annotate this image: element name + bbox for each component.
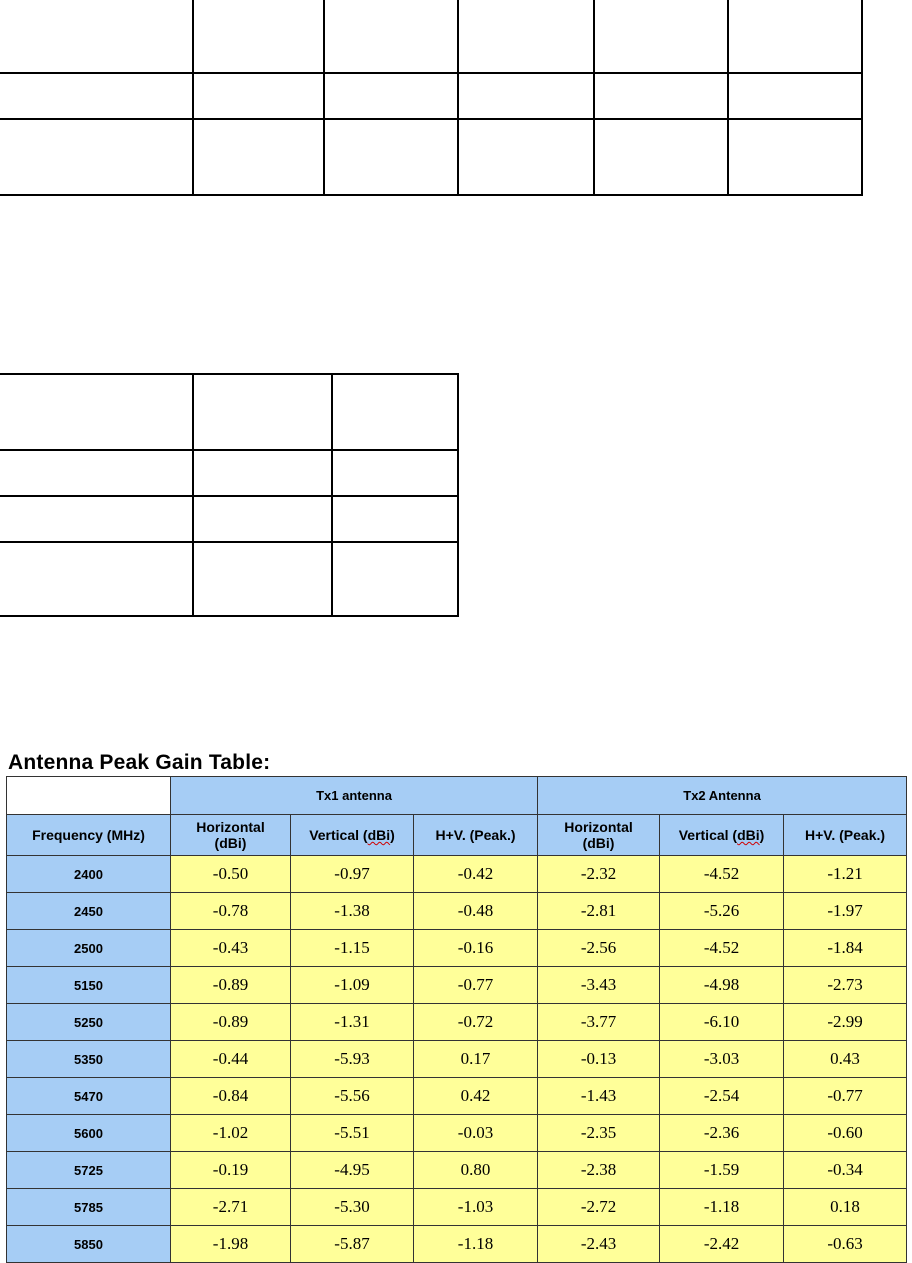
- empty-cell: [0, 73, 193, 119]
- value-cell: -0.44: [171, 1041, 291, 1078]
- value-cell: -4.52: [660, 930, 784, 967]
- table-row: [7, 1189, 907, 1226]
- value-cell: 0.43: [784, 1041, 907, 1078]
- value-cell: -2.81: [538, 893, 660, 930]
- table-row: [7, 930, 907, 967]
- value-cell: -2.56: [538, 930, 660, 967]
- empty-cell: [728, 119, 862, 195]
- value-cell: -5.56: [291, 1078, 414, 1115]
- column-header-vertical: [291, 815, 414, 856]
- frequency-cell: 5725: [7, 1152, 171, 1189]
- table-row: [7, 1115, 907, 1152]
- value-cell: -5.26: [660, 893, 784, 930]
- value-cell: -1.97: [784, 893, 907, 930]
- value-cell: -3.43: [538, 967, 660, 1004]
- vertical-label: Vertical (: [309, 827, 368, 843]
- gain-table-title: Antenna Peak Gain Table:: [8, 751, 271, 774]
- value-cell: -2.32: [538, 856, 660, 893]
- value-cell: -0.77: [784, 1078, 907, 1115]
- empty-cell: [458, 0, 594, 73]
- value-cell: -0.60: [784, 1115, 907, 1152]
- empty-cell: [324, 119, 459, 195]
- empty-cell: [193, 496, 331, 542]
- empty-cell: [193, 450, 331, 496]
- column-header-peak: H+V. (Peak.): [784, 815, 907, 856]
- horizontal-label: Horizontal: [196, 819, 265, 835]
- empty-cell: [324, 0, 459, 73]
- value-cell: -1.31: [291, 1004, 414, 1041]
- value-cell: -0.42: [414, 856, 538, 893]
- empty-cell: [332, 542, 458, 616]
- value-cell: -0.19: [171, 1152, 291, 1189]
- empty-cell: [332, 496, 458, 542]
- column-header-vertical: [660, 815, 784, 856]
- value-cell: -2.73: [784, 967, 907, 1004]
- empty-cell: [728, 0, 862, 73]
- value-cell: -0.84: [171, 1078, 291, 1115]
- empty-cell: [324, 73, 459, 119]
- value-cell: -1.98: [171, 1226, 291, 1263]
- value-cell: -2.35: [538, 1115, 660, 1152]
- value-cell: -0.34: [784, 1152, 907, 1189]
- value-cell: -1.43: [538, 1078, 660, 1115]
- empty-cell: [0, 542, 193, 616]
- horizontal-label: Horizontal: [564, 819, 633, 835]
- value-cell: -4.98: [660, 967, 784, 1004]
- table-row: [7, 1004, 907, 1041]
- empty-cell: [332, 374, 458, 450]
- value-cell: 0.42: [414, 1078, 538, 1115]
- value-cell: -0.13: [538, 1041, 660, 1078]
- empty-cell: [0, 0, 193, 73]
- empty-cell: [458, 119, 594, 195]
- value-cell: -0.72: [414, 1004, 538, 1041]
- empty-cell: [728, 73, 862, 119]
- value-cell: -2.38: [538, 1152, 660, 1189]
- frequency-cell: 5850: [7, 1226, 171, 1263]
- value-cell: -0.89: [171, 967, 291, 1004]
- frequency-cell: 2500: [7, 930, 171, 967]
- empty-cell: [594, 73, 728, 119]
- vertical-close: ): [759, 827, 765, 843]
- empty-cell: [594, 0, 728, 73]
- frequency-cell: 5470: [7, 1078, 171, 1115]
- value-cell: -1.38: [291, 893, 414, 930]
- empty-cell: [0, 496, 193, 542]
- empty-cell: [594, 119, 728, 195]
- value-cell: -1.09: [291, 967, 414, 1004]
- column-header-horizontal: [538, 815, 660, 856]
- value-cell: -6.10: [660, 1004, 784, 1041]
- empty-cell: [0, 374, 193, 450]
- value-cell: -0.43: [171, 930, 291, 967]
- value-cell: -5.30: [291, 1189, 414, 1226]
- vertical-close: ): [390, 827, 395, 843]
- empty-cell: [0, 119, 193, 195]
- value-cell: -1.21: [784, 856, 907, 893]
- table-row: [7, 1226, 907, 1263]
- column-header-peak: H+V. (Peak.): [414, 815, 538, 856]
- table-row: [7, 856, 907, 893]
- value-cell: 0.80: [414, 1152, 538, 1189]
- value-cell: -0.97: [291, 856, 414, 893]
- empty-cell: [0, 450, 193, 496]
- value-cell: -4.95: [291, 1152, 414, 1189]
- value-cell: -4.52: [660, 856, 784, 893]
- empty-cell: [458, 73, 594, 119]
- horizontal-unit: (dBi): [214, 835, 247, 851]
- frequency-cell: 2450: [7, 893, 171, 930]
- value-cell: -1.18: [414, 1226, 538, 1263]
- group-header-tx2: Tx2 Antenna: [538, 777, 907, 815]
- value-cell: -1.02: [171, 1115, 291, 1152]
- value-cell: -2.36: [660, 1115, 784, 1152]
- value-cell: -1.15: [291, 930, 414, 967]
- value-cell: -1.18: [660, 1189, 784, 1226]
- table-row: [7, 1041, 907, 1078]
- table-row: [7, 893, 907, 930]
- value-cell: -0.63: [784, 1226, 907, 1263]
- table-row: [7, 1152, 907, 1189]
- value-cell: -5.51: [291, 1115, 414, 1152]
- empty-cell: [193, 73, 324, 119]
- empty-cell: [332, 450, 458, 496]
- value-cell: -2.54: [660, 1078, 784, 1115]
- empty-cell: [193, 119, 324, 195]
- vertical-label: Vertical (: [678, 827, 738, 843]
- value-cell: 0.17: [414, 1041, 538, 1078]
- vertical-unit: dBi: [367, 827, 391, 843]
- empty-cell: [193, 374, 331, 450]
- table-row: [7, 1078, 907, 1115]
- vertical-unit: dBi: [737, 827, 760, 843]
- value-cell: -0.89: [171, 1004, 291, 1041]
- value-cell: -0.03: [414, 1115, 538, 1152]
- value-cell: -0.48: [414, 893, 538, 930]
- empty-cell: [193, 542, 331, 616]
- frequency-cell: 5250: [7, 1004, 171, 1041]
- value-cell: -3.77: [538, 1004, 660, 1041]
- value-cell: -1.59: [660, 1152, 784, 1189]
- frequency-cell: 5350: [7, 1041, 171, 1078]
- frequency-cell: 5150: [7, 967, 171, 1004]
- column-header-frequency: Frequency (MHz): [7, 815, 171, 856]
- frequency-cell: 5785: [7, 1189, 171, 1226]
- value-cell: 0.18: [784, 1189, 907, 1226]
- value-cell: -5.87: [291, 1226, 414, 1263]
- group-header-tx1: Tx1 antenna: [171, 777, 538, 815]
- value-cell: -2.72: [538, 1189, 660, 1226]
- table-row: [7, 967, 907, 1004]
- value-cell: -2.71: [171, 1189, 291, 1226]
- frequency-cell: 2400: [7, 856, 171, 893]
- frequency-cell: 5600: [7, 1115, 171, 1152]
- value-cell: -0.16: [414, 930, 538, 967]
- empty-table-top: [0, 0, 863, 196]
- value-cell: -3.03: [660, 1041, 784, 1078]
- value-cell: -2.43: [538, 1226, 660, 1263]
- horizontal-unit: (dBi): [582, 835, 615, 851]
- value-cell: -2.42: [660, 1226, 784, 1263]
- value-cell: -1.03: [414, 1189, 538, 1226]
- value-cell: -0.78: [171, 893, 291, 930]
- value-cell: -0.50: [171, 856, 291, 893]
- header-blank-cell: [7, 777, 171, 815]
- column-header-horizontal: [171, 815, 291, 856]
- value-cell: -0.77: [414, 967, 538, 1004]
- empty-cell: [193, 0, 324, 73]
- value-cell: -1.84: [784, 930, 907, 967]
- antenna-peak-gain-table: [6, 776, 907, 1263]
- value-cell: -2.99: [784, 1004, 907, 1041]
- empty-table-middle: [0, 373, 459, 617]
- value-cell: -5.93: [291, 1041, 414, 1078]
